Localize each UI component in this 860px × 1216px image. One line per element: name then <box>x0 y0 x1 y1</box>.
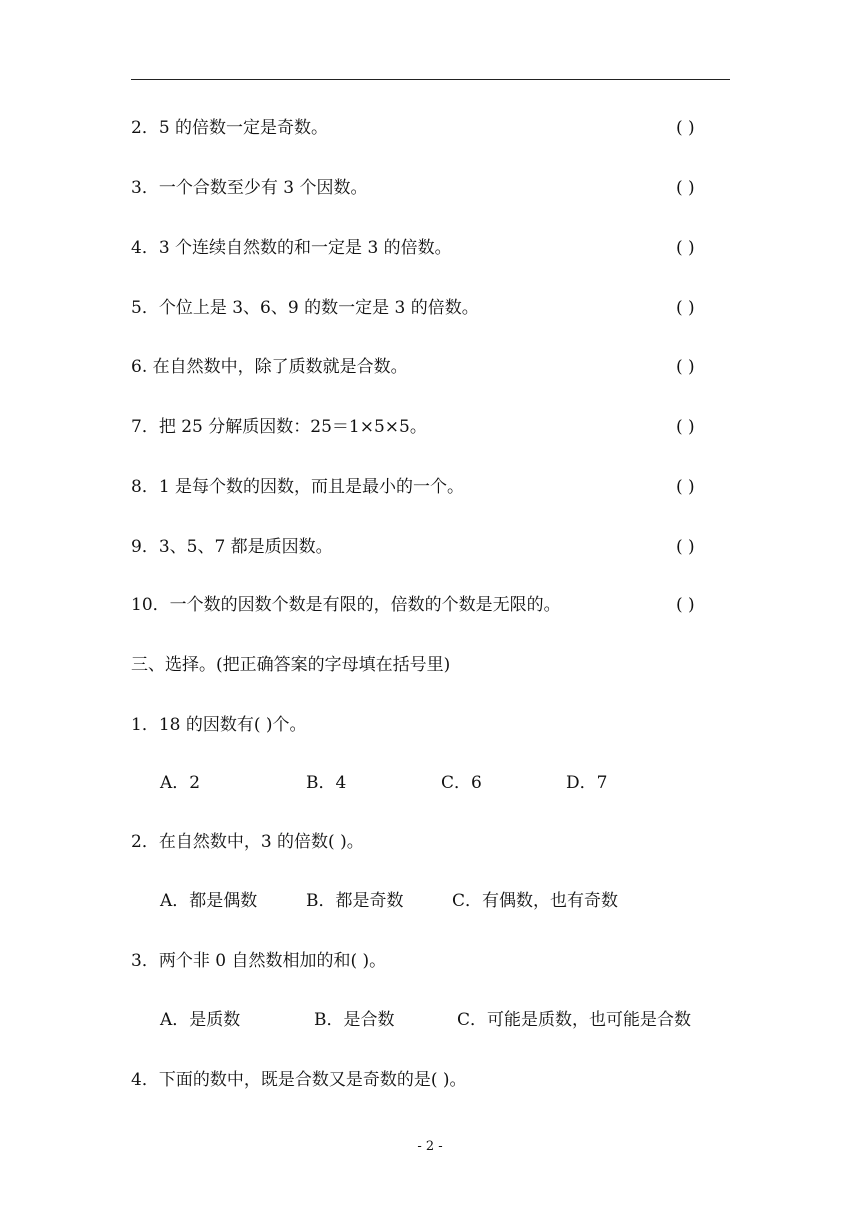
choice-question-2: 2．在自然数中，3 的倍数( )。 <box>131 832 364 852</box>
judgement-5: 5．个位上是 3、6、9 的数一定是 3 的倍数。 <box>131 298 479 318</box>
judgement-2: 2．5 的倍数一定是奇数。 <box>131 118 329 138</box>
answer-blank-4: ( ) <box>676 238 695 258</box>
q1-option-c: C．6 <box>441 773 482 793</box>
q3-option-c: C．可能是质数，也可能是合数 <box>457 1010 692 1030</box>
q3-option-b: B．是合数 <box>314 1010 395 1030</box>
choice-question-4: 4．下面的数中，既是合数又是奇数的是( )。 <box>131 1070 467 1090</box>
answer-blank-8: ( ) <box>676 477 695 497</box>
judgement-6: 6. 在自然数中，除了质数就是合数。 <box>131 357 408 377</box>
q1-option-a: A．2 <box>160 773 201 793</box>
answer-blank-10: ( ) <box>676 595 695 615</box>
q1-option-b: B．4 <box>306 773 347 793</box>
q2-option-a: A．都是偶数 <box>160 891 258 911</box>
judgement-8: 8．1 是每个数的因数，而且是最小的一个。 <box>131 477 465 497</box>
answer-blank-6: ( ) <box>676 357 695 377</box>
q2-option-b: B．都是奇数 <box>306 891 404 911</box>
answer-blank-2: ( ) <box>676 118 695 138</box>
answer-blank-3: ( ) <box>676 178 695 198</box>
header-rule <box>131 79 730 80</box>
q2-option-c: C．有偶数，也有奇数 <box>452 891 619 911</box>
judgement-9: 9．3、5、7 都是质因数。 <box>131 537 333 557</box>
choice-question-3: 3．两个非 0 自然数相加的和( )。 <box>131 951 387 971</box>
judgement-7: 7．把 25 分解质因数：25＝1×5×5。 <box>131 417 427 437</box>
page-number: - 2 - <box>417 1139 443 1154</box>
q1-option-d: D．7 <box>566 773 608 793</box>
judgement-4: 4．3 个连续自然数的和一定是 3 的倍数。 <box>131 238 452 258</box>
choice-question-1: 1．18 的因数有( )个。 <box>131 715 307 735</box>
judgement-10: 10．一个数的因数个数是有限的，倍数的个数是无限的。 <box>131 595 561 615</box>
section-heading: 三、选择。(把正确答案的字母填在括号里) <box>131 655 451 675</box>
answer-blank-9: ( ) <box>676 537 695 557</box>
answer-blank-7: ( ) <box>676 417 695 437</box>
q3-option-a: A．是质数 <box>160 1010 241 1030</box>
answer-blank-5: ( ) <box>676 298 695 318</box>
judgement-3: 3．一个合数至少有 3 个因数。 <box>131 178 368 198</box>
